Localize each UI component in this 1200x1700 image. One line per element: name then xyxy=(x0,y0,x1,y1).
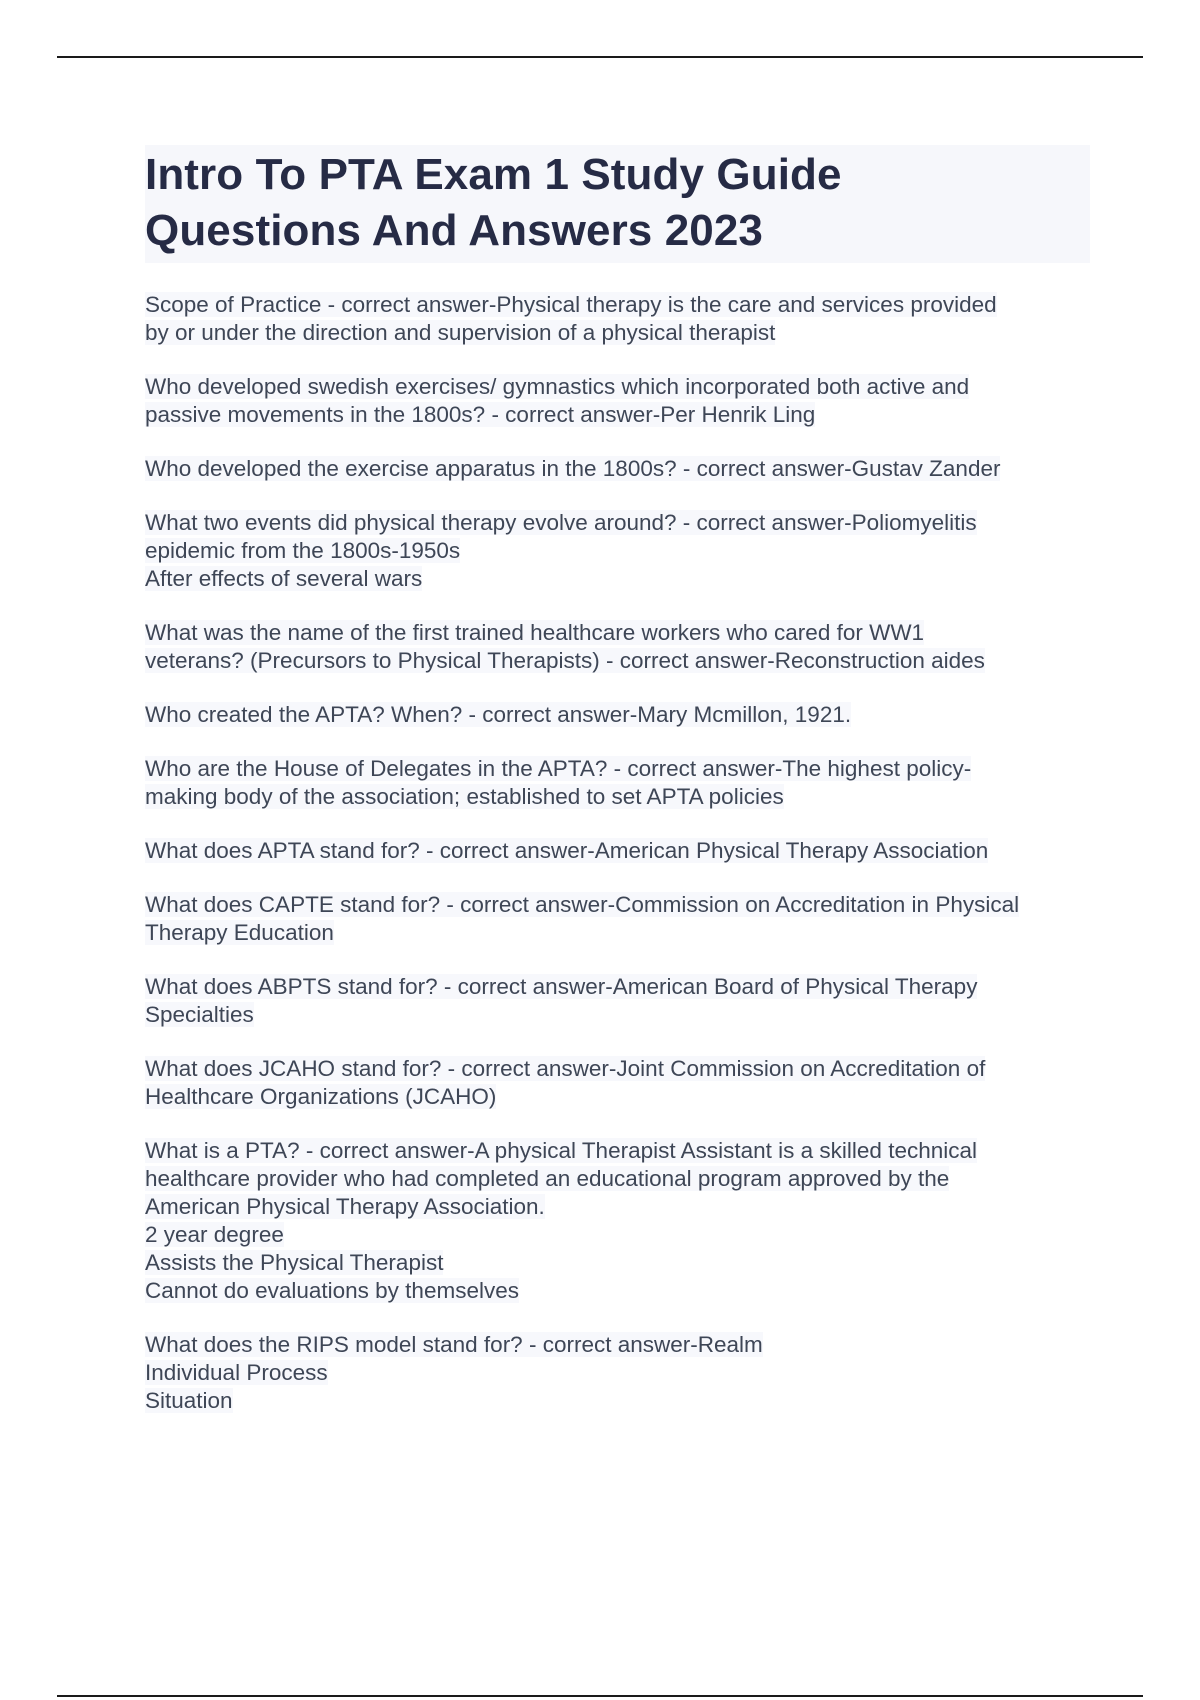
qa-line xyxy=(145,755,1090,783)
qa-line-text: Assists the Physical Therapist xyxy=(145,1250,444,1275)
qa-line xyxy=(145,701,1090,729)
bottom-rule xyxy=(57,1695,1143,1697)
qa-line-text: Therapy Education xyxy=(145,920,334,945)
qa-line-text: What was the name of the first trained healthcare workers who cared for WW1 xyxy=(145,620,925,645)
qa-line xyxy=(145,891,1090,919)
qa-line-text: What does the RIPS model stand for? - correct answer-Realm xyxy=(145,1332,763,1357)
document-body xyxy=(145,145,1090,1441)
qa-line xyxy=(145,919,1090,947)
qa-line xyxy=(145,373,1090,401)
qa-line-text: Who are the House of Delegates in the APTA? - correct answer-The highest policy- xyxy=(145,756,972,781)
qa-line-text: What does JCAHO stand for? - correct answer-Joint Commission on Accreditation of xyxy=(145,1056,986,1081)
qa-line xyxy=(145,783,1090,811)
qa-line-text: After effects of several wars xyxy=(145,566,423,591)
qa-line xyxy=(145,1055,1090,1083)
qa-line xyxy=(145,973,1090,1001)
qa-line xyxy=(145,537,1090,565)
qa-line-text: What is a PTA? - correct answer-A physical Therapist Assistant is a skilled technical xyxy=(145,1138,977,1163)
qa-line xyxy=(145,619,1090,647)
qa-item xyxy=(145,509,1090,593)
qa-line-text: passive movements in the 1800s? - correct answer-Per Henrik Ling xyxy=(145,402,816,427)
qa-line-text: What does APTA stand for? - correct answer-American Physical Therapy Association xyxy=(145,838,989,863)
qa-line-text: Cannot do evaluations by themselves xyxy=(145,1278,519,1303)
qa-line-text: epidemic from the 1800s-1950s xyxy=(145,538,461,563)
title-line-1: Intro To PTA Exam 1 Study Guide xyxy=(145,150,842,199)
qa-item xyxy=(145,455,1090,483)
qa-item xyxy=(145,973,1090,1029)
qa-line-text: 2 year degree xyxy=(145,1222,284,1247)
qa-line-text: Who developed the exercise apparatus in the 1800s? - correct answer-Gustav Zander xyxy=(145,456,1001,481)
qa-line xyxy=(145,291,1090,319)
qa-line-text: What two events did physical therapy evolve around? - correct answer-Poliomyelitis xyxy=(145,510,977,535)
qa-line xyxy=(145,565,1090,593)
qa-line xyxy=(145,1331,1090,1359)
qa-line xyxy=(145,1193,1090,1221)
qa-line-text: by or under the direction and supervision of a physical therapist xyxy=(145,320,776,345)
top-rule xyxy=(57,56,1143,58)
qa-line xyxy=(145,455,1090,483)
qa-item xyxy=(145,373,1090,429)
qa-item xyxy=(145,701,1090,729)
qa-line xyxy=(145,1137,1090,1165)
qa-line-text: Healthcare Organizations (JCAHO) xyxy=(145,1084,497,1109)
qa-line xyxy=(145,1387,1090,1415)
qa-item xyxy=(145,755,1090,811)
qa-line xyxy=(145,1249,1090,1277)
qa-line xyxy=(145,1277,1090,1305)
qa-line xyxy=(145,319,1090,347)
qa-line xyxy=(145,837,1090,865)
qa-item xyxy=(145,837,1090,865)
qa-line-text: healthcare provider who had completed an educational program approved by the xyxy=(145,1166,950,1191)
qa-line-text: veterans? (Precursors to Physical Therapists) - correct answer-Reconstruction aides xyxy=(145,648,985,673)
qa-line xyxy=(145,1221,1090,1249)
qa-list xyxy=(145,291,1090,1415)
qa-item xyxy=(145,891,1090,947)
qa-line xyxy=(145,401,1090,429)
qa-line xyxy=(145,1083,1090,1111)
qa-line xyxy=(145,509,1090,537)
qa-line-text: What does CAPTE stand for? - correct answer-Commission on Accreditation in Physical xyxy=(145,892,1020,917)
qa-item xyxy=(145,291,1090,347)
qa-line xyxy=(145,1001,1090,1029)
qa-line-text: American Physical Therapy Association. xyxy=(145,1194,545,1219)
title-line-2: Questions And Answers 2023 xyxy=(145,206,763,255)
qa-line-text: Individual Process xyxy=(145,1360,328,1385)
title-block xyxy=(145,145,1090,263)
qa-line-text: making body of the association; established to set APTA policies xyxy=(145,784,784,809)
qa-item xyxy=(145,1055,1090,1111)
qa-line-text: Specialties xyxy=(145,1002,254,1027)
qa-line-text: Who developed swedish exercises/ gymnastics which incorporated both active and xyxy=(145,374,970,399)
qa-line-text: Situation xyxy=(145,1388,233,1413)
document-title xyxy=(145,147,1084,259)
qa-item xyxy=(145,1331,1090,1415)
qa-line xyxy=(145,1359,1090,1387)
qa-line xyxy=(145,1165,1090,1193)
qa-line-text: Who created the APTA? When? - correct answer-Mary Mcmillon, 1921. xyxy=(145,702,852,727)
qa-line xyxy=(145,647,1090,675)
qa-item xyxy=(145,619,1090,675)
qa-line-text: Scope of Practice - correct answer-Physical therapy is the care and services provided xyxy=(145,292,997,317)
qa-line-text: What does ABPTS stand for? - correct answer-American Board of Physical Therapy xyxy=(145,974,978,999)
qa-item xyxy=(145,1137,1090,1305)
